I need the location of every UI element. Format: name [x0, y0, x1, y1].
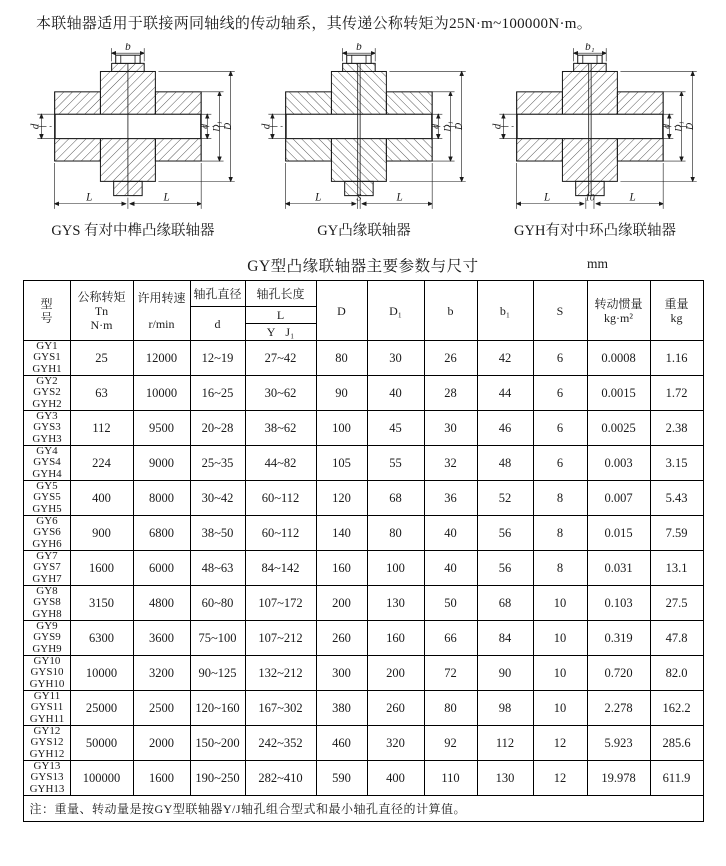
cell-b1: 56	[477, 516, 533, 551]
cell-b1: 44	[477, 376, 533, 411]
dim-label-d-right: d	[430, 124, 442, 129]
cell-S: 10	[533, 621, 587, 656]
cell-b: 110	[424, 761, 477, 796]
cell-d: 20~28	[190, 411, 245, 446]
dim-label-L-left: L	[86, 191, 93, 204]
cell-D: 100	[316, 411, 367, 446]
cell-inertia: 0.319	[587, 621, 650, 656]
header-YJ-sub: Y J₁	[245, 324, 316, 341]
cell-S: 6	[533, 341, 587, 376]
cell-D1: 100	[367, 551, 424, 586]
cell-weight: 5.43	[650, 481, 703, 516]
cell-D: 80	[316, 341, 367, 376]
table-row	[23, 376, 703, 411]
header-inertia: 转动惯量 kg·m²	[587, 281, 650, 341]
table-title: GY型凸缘联轴器主要参数与尺寸	[247, 258, 479, 275]
cell-D: 120	[316, 481, 367, 516]
table-row	[23, 481, 703, 516]
cell-inertia: 0.0025	[587, 411, 650, 446]
cell-tn: 10000	[70, 656, 133, 691]
table-body	[23, 341, 703, 796]
cell-b: 92	[424, 726, 477, 761]
cell-weight: 7.59	[650, 516, 703, 551]
table-header	[23, 281, 703, 341]
cell-tn: 25000	[70, 691, 133, 726]
cell-b1: 52	[477, 481, 533, 516]
header-D1: D₁	[367, 281, 424, 341]
table-row	[23, 516, 703, 551]
cell-tn: 3150	[70, 586, 133, 621]
cell-D: 590	[316, 761, 367, 796]
cell-speed: 1600	[133, 761, 190, 796]
table-row	[23, 761, 703, 796]
cell-D: 140	[316, 516, 367, 551]
cell-L: 60~112	[245, 481, 316, 516]
cell-b1: 48	[477, 446, 533, 481]
cell-tn: 25	[70, 341, 133, 376]
model-cell: GY3 GYS3 GYH3	[23, 411, 70, 446]
cell-D1: 260	[367, 691, 424, 726]
cell-D1: 130	[367, 586, 424, 621]
header-d-sub: d	[190, 307, 245, 341]
figures-row	[0, 33, 726, 240]
cell-inertia: 0.015	[587, 516, 650, 551]
cell-b: 40	[424, 551, 477, 586]
cell-L: 132~212	[245, 656, 316, 691]
cell-L: 167~302	[245, 691, 316, 726]
model-cell: GY4 GYS4 GYH4	[23, 446, 70, 481]
gyh-drawing	[488, 43, 702, 218]
cell-d: 90~125	[190, 656, 245, 691]
cell-d: 120~160	[190, 691, 245, 726]
model-cell: GY13 GYS13 GYH13	[23, 761, 70, 796]
dim-label-b: b	[356, 43, 362, 54]
cell-S: 6	[533, 446, 587, 481]
header-S: S	[533, 281, 587, 341]
dim-label-d-right: d	[199, 124, 211, 129]
cell-d: 30~42	[190, 481, 245, 516]
cell-D: 200	[316, 586, 367, 621]
cell-weight: 27.5	[650, 586, 703, 621]
dim-label-d-right: d	[661, 124, 673, 129]
table-row	[23, 551, 703, 586]
cell-d: 60~80	[190, 586, 245, 621]
header-L-sub: L	[245, 307, 316, 324]
cell-D: 90	[316, 376, 367, 411]
header-b: b	[424, 281, 477, 341]
cell-b: 40	[424, 516, 477, 551]
cell-D: 380	[316, 691, 367, 726]
cell-speed: 6800	[133, 516, 190, 551]
cell-d: 25~35	[190, 446, 245, 481]
cell-d: 150~200	[190, 726, 245, 761]
table-row	[23, 411, 703, 446]
cell-d: 12~19	[190, 341, 245, 376]
figure-gyh	[486, 43, 704, 240]
cell-b: 80	[424, 691, 477, 726]
cell-L: 107~212	[245, 621, 316, 656]
cell-D1: 80	[367, 516, 424, 551]
cell-inertia: 0.0015	[587, 376, 650, 411]
table-row	[23, 446, 703, 481]
cell-L: 84~142	[245, 551, 316, 586]
cell-b: 26	[424, 341, 477, 376]
cell-D1: 68	[367, 481, 424, 516]
cell-D: 160	[316, 551, 367, 586]
model-cell: GY12 GYS12 GYH12	[23, 726, 70, 761]
cell-S: 8	[533, 551, 587, 586]
spec-table	[23, 280, 704, 822]
cell-weight: 1.72	[650, 376, 703, 411]
cell-b1: 56	[477, 551, 533, 586]
cell-D1: 160	[367, 621, 424, 656]
gys-drawing	[26, 43, 240, 218]
cell-speed: 2500	[133, 691, 190, 726]
cell-weight: 2.38	[650, 411, 703, 446]
header-b1: b₁	[477, 281, 533, 341]
cell-weight: 47.8	[650, 621, 703, 656]
cell-b: 50	[424, 586, 477, 621]
cell-b: 32	[424, 446, 477, 481]
header-torque: 公称转矩 Tn N·m	[70, 281, 133, 341]
model-cell: GY5 GYS5 GYH5	[23, 481, 70, 516]
cell-D1: 400	[367, 761, 424, 796]
cell-L: 242~352	[245, 726, 316, 761]
cell-inertia: 0.720	[587, 656, 650, 691]
cell-L: 44~82	[245, 446, 316, 481]
cell-b: 66	[424, 621, 477, 656]
table-title-row	[0, 254, 726, 274]
cell-d: 75~100	[190, 621, 245, 656]
intro-text: 本联轴器适用于联接两同轴线的传动轴系，其传递公称转矩为25N·m~100000N·m。	[36, 16, 593, 32]
cell-S: 10	[533, 691, 587, 726]
cell-speed: 4800	[133, 586, 190, 621]
cell-inertia: 0.031	[587, 551, 650, 586]
header-D: D	[316, 281, 367, 341]
cell-speed: 9000	[133, 446, 190, 481]
cell-L: 107~172	[245, 586, 316, 621]
header-weight: 重量 kg	[650, 281, 703, 341]
cell-b1: 112	[477, 726, 533, 761]
cell-S: 12	[533, 726, 587, 761]
cell-tn: 50000	[70, 726, 133, 761]
figure-caption-gyh: GYH有对中环凸缘联轴器	[514, 223, 676, 239]
table-note: 注：重量、转动量是按GY型联轴器Y/J轴孔组合型式和最小轴孔直径的计算值。	[23, 796, 703, 822]
dim-label-b1: b₁	[585, 43, 595, 54]
cell-D1: 320	[367, 726, 424, 761]
cell-speed: 2000	[133, 726, 190, 761]
table-row	[23, 586, 703, 621]
dim-label-S: S	[356, 192, 362, 204]
cell-tn: 6300	[70, 621, 133, 656]
cell-weight: 285.6	[650, 726, 703, 761]
cell-b1: 84	[477, 621, 533, 656]
dim-label-d1: D₁	[442, 121, 454, 132]
gy-drawing	[257, 43, 471, 218]
cell-speed: 9500	[133, 411, 190, 446]
cell-inertia: 5.923	[587, 726, 650, 761]
cell-tn: 112	[70, 411, 133, 446]
model-cell: GY9 GYS9 GYH9	[23, 621, 70, 656]
cell-b1: 130	[477, 761, 533, 796]
cell-speed: 3200	[133, 656, 190, 691]
dim-label-L-left: L	[544, 191, 551, 204]
cell-S: 10	[533, 656, 587, 691]
model-cell: GY10 GYS10 GYH10	[23, 656, 70, 691]
cell-D1: 200	[367, 656, 424, 691]
model-cell: GY2 GYS2 GYH2	[23, 376, 70, 411]
table-row	[23, 726, 703, 761]
cell-L: 30~62	[245, 376, 316, 411]
figure-caption-gy: GY凸缘联轴器	[317, 223, 411, 239]
cell-tn: 1600	[70, 551, 133, 586]
cell-weight: 611.9	[650, 761, 703, 796]
cell-tn: 100000	[70, 761, 133, 796]
model-cell: GY7 GYS7 GYH7	[23, 551, 70, 586]
cell-S: 8	[533, 516, 587, 551]
cell-tn: 63	[70, 376, 133, 411]
cell-S: 10	[533, 586, 587, 621]
dim-label-D: D	[222, 122, 234, 130]
cell-b1: 68	[477, 586, 533, 621]
cell-inertia: 2.278	[587, 691, 650, 726]
dim-label-L-right: L	[163, 191, 170, 204]
cell-speed: 6000	[133, 551, 190, 586]
cell-inertia: 0.0008	[587, 341, 650, 376]
cell-inertia: 0.103	[587, 586, 650, 621]
cell-S: 12	[533, 761, 587, 796]
cell-speed: 10000	[133, 376, 190, 411]
cell-speed: 3600	[133, 621, 190, 656]
model-cell: GY8 GYS8 GYH8	[23, 586, 70, 621]
cell-weight: 1.16	[650, 341, 703, 376]
dim-label-L-right: L	[396, 191, 403, 204]
cell-D: 300	[316, 656, 367, 691]
cell-tn: 900	[70, 516, 133, 551]
dim-label-d-left: d	[491, 123, 504, 130]
cell-d: 190~250	[190, 761, 245, 796]
model-cell: GY1 GYS1 GYH1	[23, 341, 70, 376]
cell-d: 38~50	[190, 516, 245, 551]
dim-label-b: b	[125, 43, 131, 54]
cell-D1: 30	[367, 341, 424, 376]
dim-label-d-left: d	[29, 123, 42, 130]
cell-D: 105	[316, 446, 367, 481]
cell-S: 6	[533, 411, 587, 446]
header-bore-diameter: 轴孔直径	[190, 281, 245, 307]
cell-inertia: 19.978	[587, 761, 650, 796]
cell-inertia: 0.003	[587, 446, 650, 481]
dim-label-d-left: d	[260, 123, 273, 130]
figure-gys	[24, 43, 242, 240]
cell-L: 282~410	[245, 761, 316, 796]
cell-speed: 8000	[133, 481, 190, 516]
cell-S: 8	[533, 481, 587, 516]
dim-label-d1: D₁	[673, 121, 685, 132]
cell-b1: 42	[477, 341, 533, 376]
cell-d: 48~63	[190, 551, 245, 586]
cell-tn: 400	[70, 481, 133, 516]
cell-weight: 162.2	[650, 691, 703, 726]
cell-speed: 12000	[133, 341, 190, 376]
header-model: 型 号	[23, 281, 70, 341]
cell-L: 60~112	[245, 516, 316, 551]
cell-D1: 40	[367, 376, 424, 411]
cell-b: 28	[424, 376, 477, 411]
dim-label-L-left: L	[315, 191, 322, 204]
cell-D1: 45	[367, 411, 424, 446]
dim-label-D: D	[453, 122, 465, 130]
model-cell: GY11 GYS11 GYH11	[23, 691, 70, 726]
cell-inertia: 0.007	[587, 481, 650, 516]
header-bore-length: 轴孔长度	[245, 281, 316, 307]
model-cell: GY6 GYS6 GYH6	[23, 516, 70, 551]
cell-tn: 224	[70, 446, 133, 481]
cell-weight: 13.1	[650, 551, 703, 586]
table-row	[23, 341, 703, 376]
dim-label-D: D	[684, 122, 696, 130]
dim-label-L-right: L	[629, 191, 636, 204]
cell-b: 72	[424, 656, 477, 691]
cell-d: 16~25	[190, 376, 245, 411]
cell-L: 27~42	[245, 341, 316, 376]
cell-S: 6	[533, 376, 587, 411]
cell-b1: 90	[477, 656, 533, 691]
cell-D: 260	[316, 621, 367, 656]
dim-label-10: 10	[585, 192, 595, 204]
table-unit-label: mm	[586, 256, 608, 271]
figure-gy	[255, 43, 473, 240]
table-row	[23, 691, 703, 726]
cell-weight: 82.0	[650, 656, 703, 691]
cell-b: 36	[424, 481, 477, 516]
cell-b1: 98	[477, 691, 533, 726]
cell-weight: 3.15	[650, 446, 703, 481]
figure-caption-gys: GYS 有对中榫凸缘联轴器	[51, 223, 215, 239]
cell-D: 460	[316, 726, 367, 761]
cell-L: 38~62	[245, 411, 316, 446]
dim-label-d1: D₁	[211, 121, 223, 132]
cell-D1: 55	[367, 446, 424, 481]
header-speed: 许用转速 r/min	[133, 281, 190, 341]
table-row	[23, 656, 703, 691]
cell-b1: 46	[477, 411, 533, 446]
table-row	[23, 621, 703, 656]
cell-b: 30	[424, 411, 477, 446]
